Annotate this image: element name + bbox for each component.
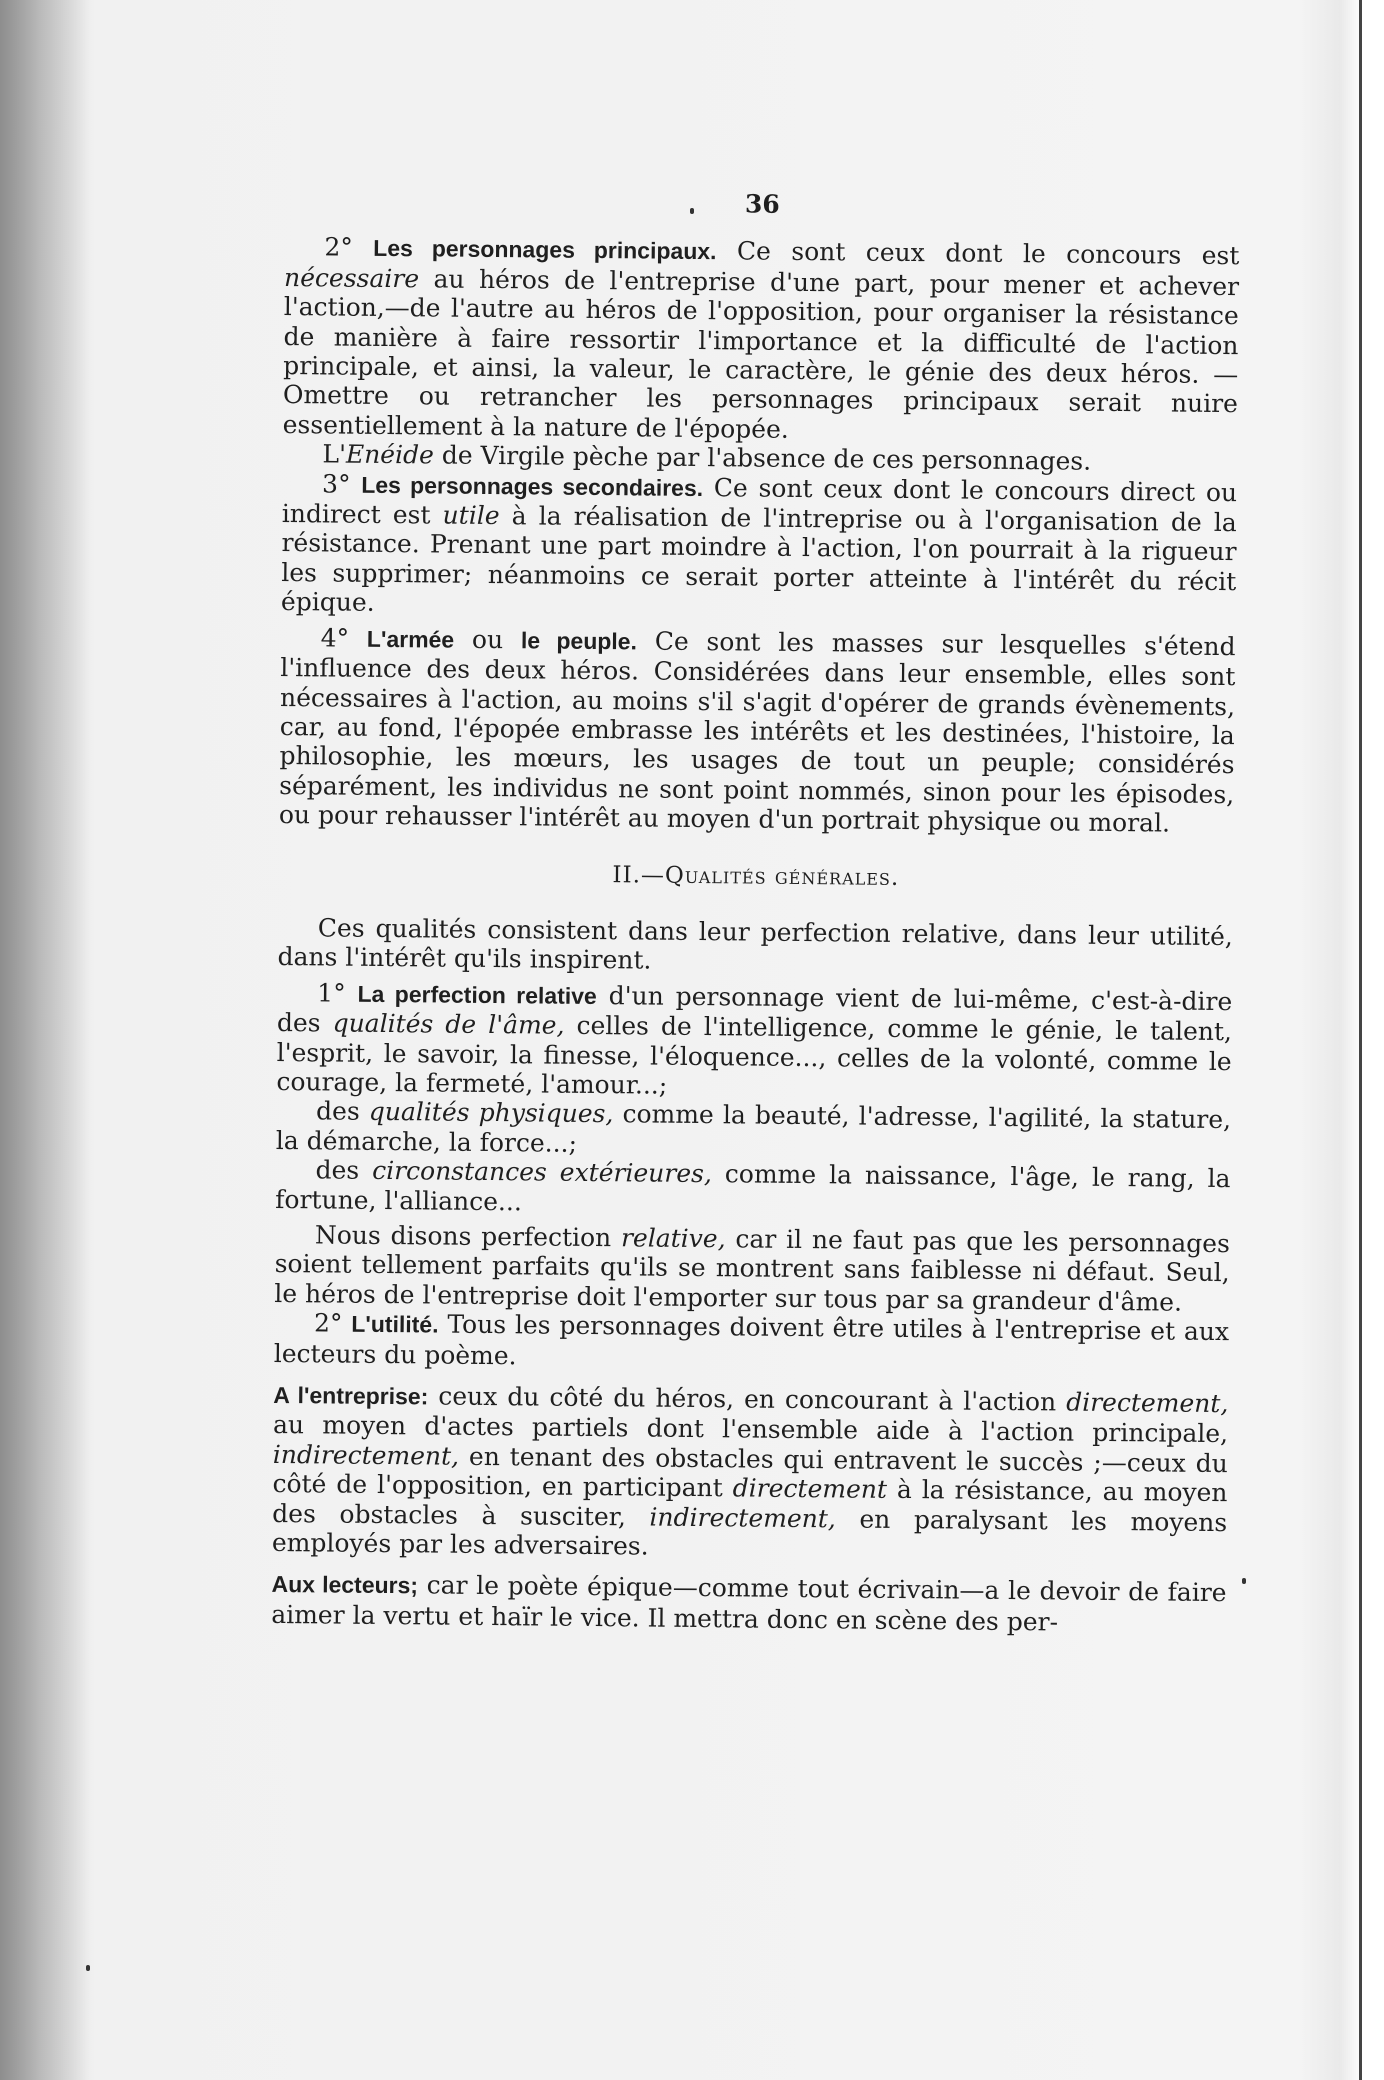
paragraph-armee-peuple: [279, 623, 1236, 839]
text-run: car le poète épique—comme tout écrivain—a le devoir de faire aimer la vertu et haïr le vice. Il mettra donc en scène des per-: [271, 1570, 1227, 1637]
paragraph-entreprise: [272, 1380, 1229, 1567]
paragraph-qualites-physiques: [276, 1096, 1232, 1164]
section-heading: II.—Qualités générales.: [612, 861, 900, 891]
emphasis: relative,: [620, 1223, 726, 1254]
text-run: de Virgile pèche par l'absence de ces personnages.: [433, 440, 1092, 477]
paragraph-perfection-relative: [276, 978, 1232, 1106]
section-number: 2°: [324, 232, 353, 263]
film-edge: [1359, 0, 1384, 2080]
paragraph-intro: Ces qualités consistent dans leur perfection relative, dans leur utilité, dans l'intérêt qu'ils inspirent.: [277, 913, 1233, 975]
text-run: au héros de l'entreprise d'une part, pour mener et achever l'action,—de l'autre au héros de l'opposition, pour organiser la résistance de manière à faire ressortir l'importance et la difficulté de l'action principale, et ainsi, la valeur, le caractère, le génie des deux héros. — Omettre ou retrancher les personnages principaux serait nuire essentiellement à la nature de l'épopée.: [282, 264, 1240, 444]
paragraph-utilite: [274, 1308, 1230, 1377]
text-run: Ce sont ceux dont le concours est: [716, 236, 1240, 271]
dust-speck: [86, 1965, 90, 1971]
section-title: Les personnages principaux.: [373, 235, 717, 265]
text-run: des: [315, 1096, 370, 1127]
text-run: comme la beauté, l'adresse, l'agilité, la stature, la démarche, la force...;: [275, 1099, 1232, 1158]
text-run: Ce sont ceux dont le concours direct ou indirect est: [281, 472, 1238, 530]
paragraph-personnages-secondaires: [281, 469, 1237, 626]
text-run: des: [315, 1155, 373, 1186]
emphasis: circonstances extérieures,: [372, 1156, 713, 1189]
section-title: L'utilité.: [351, 1310, 439, 1338]
emphasis: indirectement,: [272, 1439, 460, 1471]
section-number: 4°: [320, 623, 350, 653]
section-title: L'armée: [366, 625, 455, 653]
text-run: ceux du côté du héros, en concourant à l'action: [428, 1381, 1067, 1417]
binding-shadow: [0, 0, 90, 2080]
text-run: d'un personnage vient de lui-même, c'est-à-dire des: [276, 980, 1233, 1038]
section-number: 3°: [321, 469, 351, 499]
text-run: en paralysant les moyens employés par les adversaires.: [271, 1504, 1228, 1561]
emphasis: directement: [732, 1473, 888, 1505]
section-title: La perfection relative: [357, 980, 597, 1009]
dust-speck: [1242, 1578, 1246, 1584]
text-run: car il ne faut pas que les personnages soient tellement parfaits qu'ils se montrent sans faiblesse ni défaut. Seul, le héros de l'entreprise doit l'emporter sur tous par sa grandeur d'âme.: [274, 1224, 1231, 1317]
page-number: 36: [744, 189, 780, 219]
text-run: Ce sont les masses sur lesquelles s'étend l'influence des deux héros. Considérées dans leur ensemble, elles sont nécessaires à l'action, au moins s'il s'agit d'opérer de grands évènements, car, au fond, l'épopée embrasse les intérêts et les destinées, l'histoire, la philosophie, les mœurs, les usages de tout un peuple; considérés séparément, les individus ne sont point nommés, sinon pour les épisodes, ou pour rehausser l'intérêt au moyen d'un portrait physique ou moral.: [278, 626, 1236, 838]
text-run: à la réalisation de l'intreprise ou à l'organisation de la résistance. Prenant une part moindre à l'action, l'on pourrait à la rigueur les supprimer; néanmoins ce serait porter atteinte à l'intérêt du récit épique.: [280, 501, 1237, 618]
emphasis: directement,: [1066, 1387, 1229, 1419]
emphasis: qualités de l'âme,: [332, 1008, 565, 1040]
text-run: à la résistance, au moyen des obstacles à susciter,: [272, 1475, 1228, 1532]
paragraph-lecteurs: [271, 1569, 1227, 1638]
emphasis: indirectement,: [649, 1502, 836, 1534]
text-run: comme la naissance, l'âge, le rang, la fortune, l'alliance...: [275, 1159, 1231, 1216]
emphasis: qualités physiques,: [368, 1097, 614, 1129]
text-run: Nous disons perfection: [314, 1220, 622, 1253]
text-run: ou: [454, 624, 522, 654]
paragraph-personnages-principaux: [283, 232, 1240, 448]
book-page: [269, 185, 1240, 1834]
section-number: 1°: [317, 978, 346, 1008]
text-run: L': [322, 439, 347, 469]
section-title: Aux lecteurs;: [271, 1571, 419, 1599]
emphasis: nécessaire: [283, 262, 420, 294]
section-title: A l'entreprise:: [273, 1381, 429, 1410]
paragraph-circonstances: [275, 1155, 1231, 1223]
text-run: en tenant des obstacles qui entravent le succès ;—ceux du côté de l'opposition, en participant: [272, 1441, 1228, 1503]
section-number: 2°: [313, 1308, 343, 1338]
text-run: celles de l'intelligence, comme le génie, le talent, l'esprit, le savoir, la finesse, l'éloquence..., celles de la volonté, comme le courage, la fermeté, l'amour...;: [276, 1010, 1233, 1100]
text-run: au moyen d'actes partiels dont l'ensemble aide à l'action principale,: [272, 1410, 1229, 1449]
emphasis: Enéide: [345, 439, 434, 470]
paragraph-perfection-note: [274, 1220, 1230, 1317]
emphasis: utile: [442, 500, 500, 531]
section-title: le peuple.: [520, 626, 638, 655]
section-title: Les personnages secondaires.: [361, 471, 704, 501]
text-run: Tous les personnages doivent être utiles à l'entreprise et aux lecteurs du poème.: [273, 1309, 1230, 1370]
